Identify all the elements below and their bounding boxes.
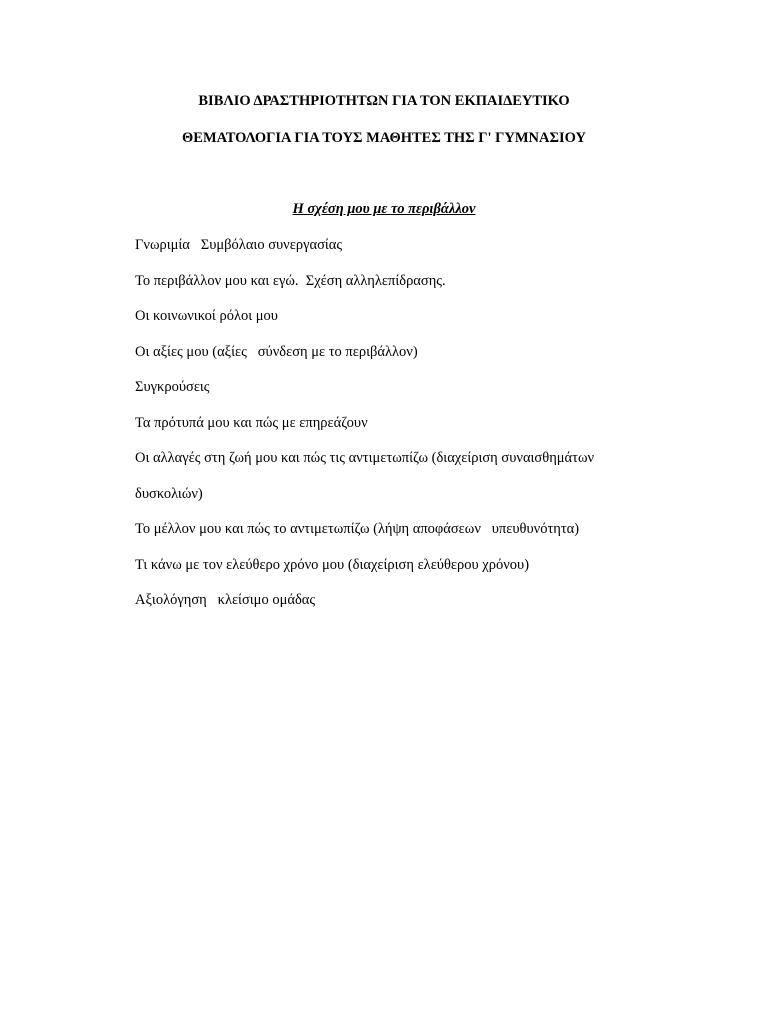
list-item: Το περιβάλλον μου και εγώ. Σχέση αλληλεπίδρασης. [135,272,446,289]
document-subtitle: ΘΕΜΑΤΟΛΟΓΙΑ ΓΙΑ ΤΟΥΣ ΜΑΘΗΤΕΣ ΤΗΣ Γ' ΓΥΜΝΑΣΙΟΥ [182,130,586,146]
list-item: Οι κοινωνικοί ρόλοι μου [135,308,278,324]
list-item: Γνωριμία Συμβόλαιο συνεργασίας [135,237,343,253]
document-title: ΒΙΒΛΙΟ ΔΡΑΣΤΗΡΙΟΤΗΤΩΝ ΓΙΑ ΤΟΝ ΕΚΠΑΙΔΕΥΤΙΚΟ [198,93,570,109]
list-item: Τι κάνω με τον ελεύθερο χρόνο μου (διαχείριση ελεύθερου χρόνου) [135,556,530,573]
topic-list [135,236,655,627]
list-item: Τα πρότυπά μου και πώς με επηρεάζουν [135,414,368,431]
list-item: Συγκρούσεις [135,379,210,395]
list-item: δυσκολιών) [135,485,203,502]
list-item: Οι αλλαγές στη ζωή μου και πώς τις αντιμετωπίζω (διαχείριση συναισθημάτων [135,450,595,466]
list-item: Αξιολόγηση κλείσιμο ομάδας [135,592,316,608]
list-item: Οι αξίες μου (αξίες σύνδεση με το περιβάλλον) [135,343,418,360]
section-title: Η σχέση μου με το περιβάλλον [292,201,476,217]
list-item: Το μέλλον μου και πώς το αντιμετωπίζω (λήψη αποφάσεων υπευθυνότητα) [135,521,580,537]
